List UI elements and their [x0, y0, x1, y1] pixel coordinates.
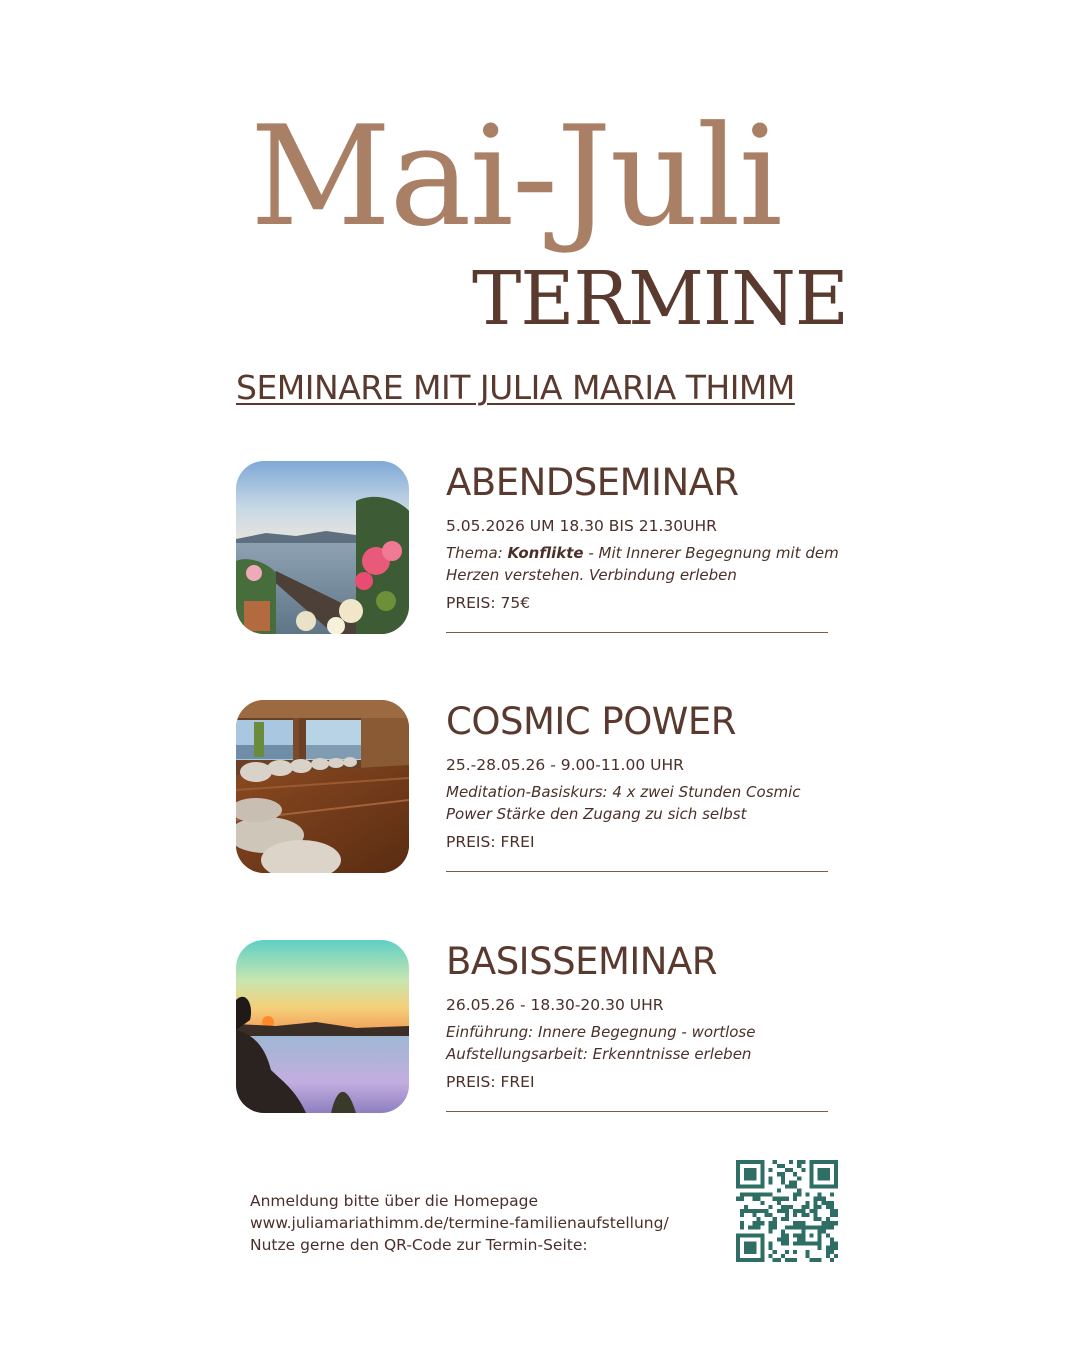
lake-terrace-flowers-photo	[236, 461, 409, 634]
divider	[446, 871, 828, 872]
event-price: PREIS: FREI	[446, 833, 535, 851]
divider	[446, 1111, 828, 1112]
event-title: BASISSEMINAR	[446, 940, 717, 983]
lake-sunset-photo	[236, 940, 409, 1113]
event-abendseminar	[236, 461, 839, 636]
qr-code-icon[interactable]	[736, 1160, 838, 1262]
event-title: ABENDSEMINAR	[446, 461, 739, 504]
event-description	[446, 542, 846, 586]
event-price: PREIS: FREI	[446, 1073, 535, 1091]
event-date: 5.05.2026 UM 18.30 BIS 21.30UHR	[446, 517, 717, 535]
footer-text	[250, 1190, 669, 1256]
event-description-topic: Konflikte	[507, 544, 584, 562]
event-description: Einführung: Innere Begegnung - wortlose Aufstellungsarbeit: Erkenntnisse erleben	[446, 1023, 756, 1063]
event-date: 26.05.26 - 18.30-20.30 UHR	[446, 996, 664, 1014]
event-basisseminar	[236, 940, 836, 1115]
event-date: 25.-28.05.26 - 9.00-11.00 UHR	[446, 756, 684, 774]
footer-qr-note: Nutze gerne den QR-Code zur Termin-Seite:	[250, 1236, 588, 1254]
event-title: COSMIC POWER	[446, 700, 736, 743]
section-heading: SEMINARE MIT JULIA MARIA THIMM	[236, 368, 795, 407]
page-subtitle: TERMINE	[472, 256, 848, 342]
seminar-room-chairs-photo	[236, 700, 409, 873]
event-cosmic-power	[236, 700, 836, 875]
event-price: PREIS: 75€	[446, 594, 531, 612]
event-description: Meditation-Basiskurs: 4 x zwei Stunden Cosmic Power Stärke den Zugang zu sich selbst	[446, 783, 801, 823]
footer-registration-note: Anmeldung bitte über die Homepage	[250, 1192, 538, 1210]
page-title: Mai-Juli	[250, 96, 781, 257]
divider	[446, 632, 828, 633]
event-description-rest: - Mit Innerer Begegnung mit dem Herzen verstehen. Verbindung erleben	[446, 544, 839, 584]
event-description-prefix: Thema:	[446, 544, 508, 562]
footer-website-link[interactable]: www.juliamariathimm.de/termine-familienaufstellung/	[250, 1214, 669, 1232]
